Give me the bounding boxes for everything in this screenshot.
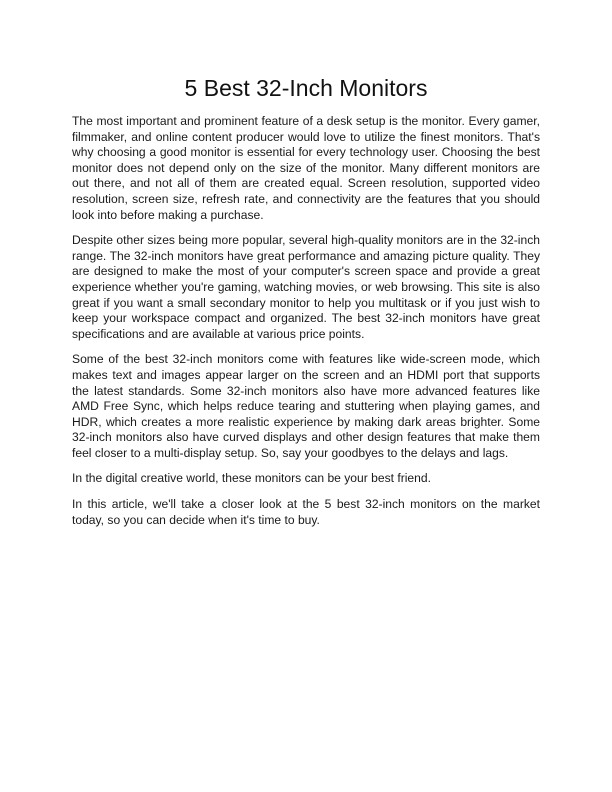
paragraph-intro: The most important and prominent feature of a desk setup is the monitor. Every gamer, filmmaker, and online content producer would love to utilize the finest monitors. That's why choosing a good monitor is essential for every technology user. Choosing the best monitor does not depend only on the size of the monitor. Many different monitors are out there, and not all of them are created equal. Screen resolution, supported video resolution, screen size, refresh rate, and connectivity are the features that you should look into before making a purchase.	[72, 114, 540, 222]
article-body	[72, 114, 540, 538]
paragraph-article-overview: In this article, we'll take a closer look at the 5 best 32-inch monitors on the market today, so you can decide when it's time to buy.	[72, 497, 540, 527]
page-title: 5 Best 32-Inch Monitors	[184, 75, 428, 101]
paragraph-features: Some of the best 32-inch monitors come with features like wide-screen mode, which makes text and images appear larger on the screen and an HDMI port that supports the latest standards. Some 32-inch monitors also have more advanced features like AMD Free Sync, which helps reduce tearing and stuttering when playing games, and HDR, which creates a more realistic experience by making dark areas brighter. Some 32-inch monitors also have curved displays and other design features that make them feel closer to a multi-display setup. So, say your goodbyes to the delays and lags.	[72, 352, 540, 460]
paragraph-creative-world: In the digital creative world, these monitors can be your best friend.	[72, 471, 431, 486]
paragraph-32-inch-range: Despite other sizes being more popular, several high-quality monitors are in the 32-inch range. The 32-inch monitors have great performance and amazing picture quality. They are designed to make the most of your computer's screen space and provide a great experience whether you're gaming, watching movies, or web browsing. This site is also great if you want a small secondary monitor to help you multitask or if you just wish to keep your workspace compact and organized. The best 32-inch monitors have great specifications and are available at various price points.	[72, 233, 540, 341]
